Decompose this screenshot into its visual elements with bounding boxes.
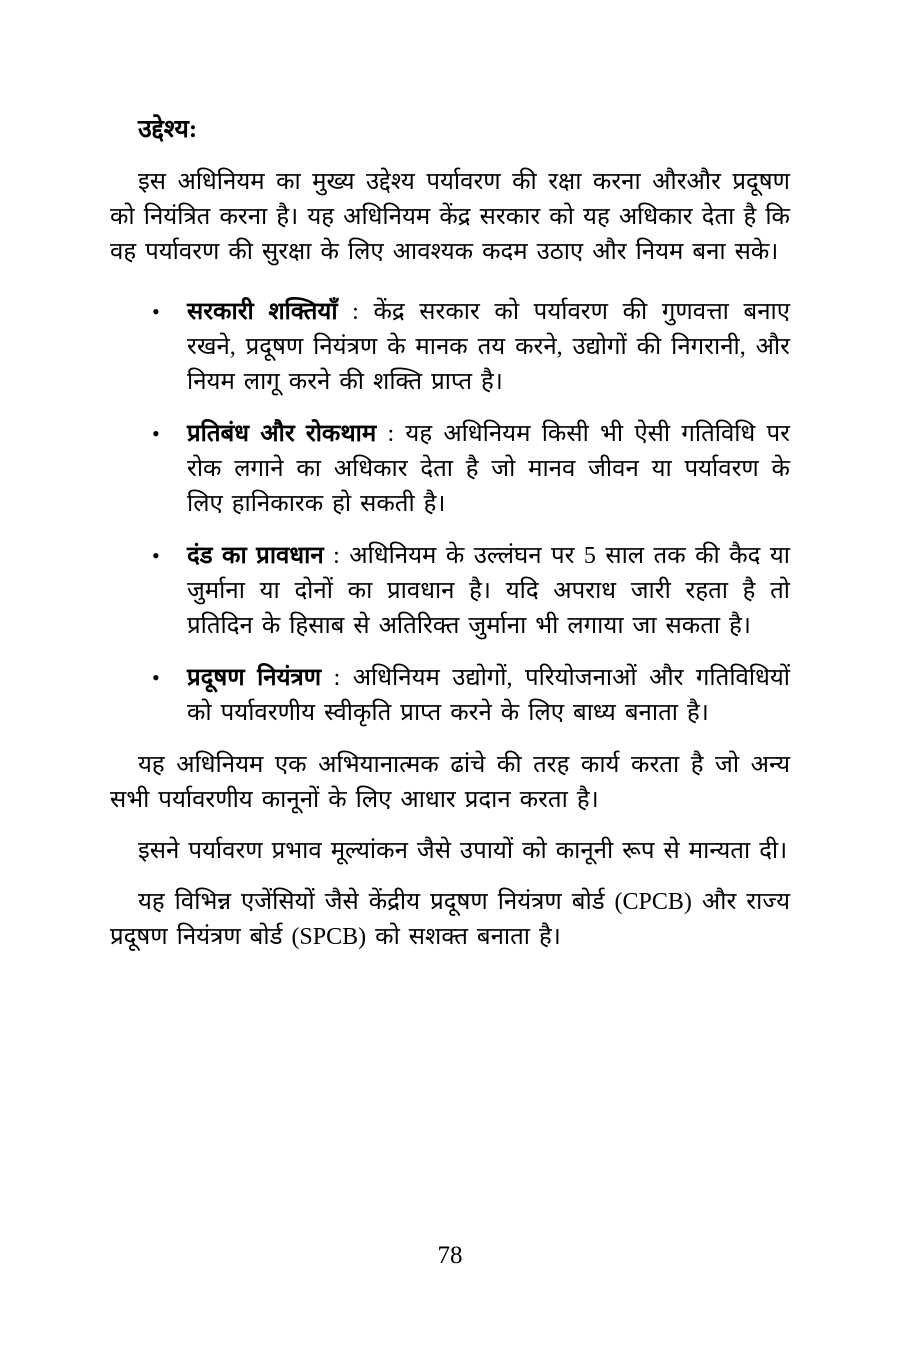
bullet-icon: • xyxy=(152,421,160,446)
bullet-title: प्रतिबंध और रोकथाम xyxy=(187,421,377,447)
body-paragraph: इसने पर्यावरण प्रभाव मूल्यांकन जैसे उपायों को कानूनी रूप से मान्यता दी। xyxy=(138,838,788,864)
bullet-title: दंड का प्रावधान xyxy=(187,543,324,569)
bullet-text: यह अधिनियम किसी भी ऐसी गतिविधि पर रोक लगाने का अधिकार देता है जो मानव जीवन या पर्यावरण के लिए हानिकारक हो सकती है। xyxy=(187,421,790,517)
page-number: 78 xyxy=(437,1242,463,1269)
bullet-item-restriction-prevention xyxy=(110,417,790,522)
body-paragraph: यह विभिन्न एजेंसियों जैसे केंद्रीय प्रदूषण नियंत्रण बोर्ड (CPCB) और राज्य प्रदूषण नियंत्रण बोर्ड (SPCB) को सशक्त बनाता है। xyxy=(110,889,790,950)
section-heading: उद्देश्य: xyxy=(138,116,198,143)
bullet-icon: • xyxy=(152,543,160,568)
bullet-text: केंद्र सरकार को पर्यावरण की गुणवत्ता बनाए रखने, प्रदूषण नियंत्रण के मानक तय करने, उद्योगों की निगरानी, और नियम लागू करने की शक्ति प्राप्त है। xyxy=(187,299,790,395)
intro-paragraph: इस अधिनियम का मुख्य उद्देश्य पर्यावरण की रक्षा करना औरऔर प्रदूषण को नियंत्रित करना है। यह अधिनियम केंद्र सरकार को यह अधिकार देता है कि वह पर्यावरण की सुरक्षा के लिए आवश्यक कदम उठाए और नियम बना सके। xyxy=(110,169,790,265)
page-content xyxy=(110,112,790,971)
bullet-title: सरकारी शक्तियाँ xyxy=(187,299,338,325)
bullet-item-pollution-control xyxy=(110,661,790,731)
bullet-icon: • xyxy=(152,665,160,690)
bullet-list xyxy=(110,295,790,731)
bullet-separator: : xyxy=(323,543,350,569)
bullet-item-government-powers xyxy=(110,295,790,400)
bullet-separator: : xyxy=(376,421,406,447)
bullet-icon: • xyxy=(152,299,160,324)
bullet-item-penalty-provision xyxy=(110,539,790,644)
bullet-text: अधिनियम उद्योगों, परियोजनाओं और गतिविधियों को पर्यावरणीय स्वीकृति प्राप्त करने के लिए बाध्य बनाता है। xyxy=(187,665,790,726)
bullet-separator: : xyxy=(321,665,353,691)
bullet-title: प्रदूषण नियंत्रण xyxy=(187,665,322,691)
body-paragraph: यह अधिनियम एक अभियानात्मक ढांचे की तरह कार्य करता है जो अन्य सभी पर्यावरणीय कानूनों के लिए आधार प्रदान करता है। xyxy=(110,752,790,813)
bullet-text: अधिनियम के उल्लंघन पर 5 साल तक की कैद या जुर्माना या दोनों का प्रावधान है। यदि अपराध जारी रहता है तो प्रतिदिन के हिसाब से अतिरिक्त जुर्माना भी लगाया जा सकता है। xyxy=(187,543,790,639)
bullet-separator: : xyxy=(337,299,374,325)
